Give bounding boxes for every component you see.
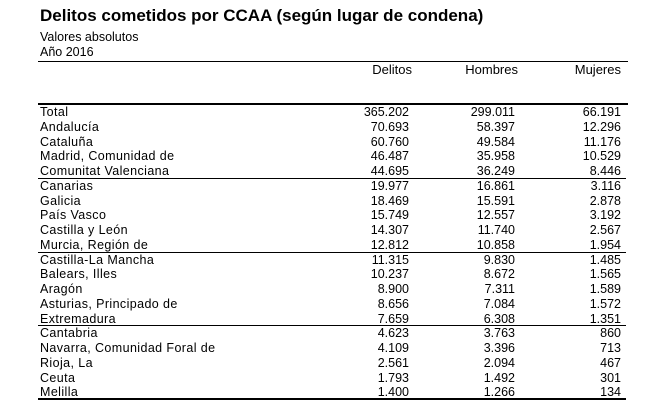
row-label: Madrid, Comunidad de: [40, 149, 175, 164]
row-label: Ceuta: [40, 370, 76, 385]
cell-mujeres: 1.572: [589, 296, 621, 311]
cell-delitos: 4.623: [377, 326, 409, 341]
cell-mujeres: 301: [600, 370, 621, 385]
units-subtitle: Valores absolutos: [40, 30, 139, 44]
cell-mujeres: 1.485: [589, 252, 621, 267]
cell-delitos: 2.561: [377, 355, 409, 370]
row-label: Aragón: [40, 282, 83, 296]
row-label: Castilla-La Mancha: [40, 252, 155, 267]
cell-mujeres: 12.296: [582, 119, 621, 134]
table-row: [40, 282, 626, 297]
row-label: Cataluña: [40, 134, 94, 149]
cell-delitos: 11.315: [371, 252, 409, 267]
cell-delitos: 14.307: [370, 223, 409, 237]
cell-hombres: 10.858: [476, 237, 515, 252]
cell-delitos: 1.793: [377, 370, 409, 385]
cell-mujeres: 66.191: [582, 105, 621, 119]
table-row: [40, 179, 626, 194]
cell-mujeres: 10.529: [582, 149, 621, 164]
cell-delitos: 44.695: [370, 164, 409, 178]
cell-mujeres: 1.565: [589, 267, 621, 282]
table-row: [40, 120, 626, 135]
column-header-hombres: Hombres: [465, 62, 518, 77]
cell-delitos: 10.237: [370, 267, 409, 282]
cell-delitos: 7.659: [377, 311, 409, 326]
cell-hombres: 58.397: [476, 119, 515, 134]
cell-delitos: 4.109: [377, 341, 409, 355]
row-label: Galicia: [40, 193, 82, 208]
table-row: [40, 371, 626, 386]
cell-hombres: 299.011: [470, 105, 515, 119]
cell-hombres: 3.763: [483, 326, 515, 341]
row-label: Extremadura: [40, 311, 116, 326]
cell-hombres: 3.396: [483, 341, 515, 355]
table-row: [40, 326, 626, 341]
row-label: Asturias, Principado de: [40, 296, 178, 311]
cell-delitos: 19.977: [370, 178, 409, 193]
row-label: País Vasco: [40, 208, 107, 223]
cell-mujeres: 1.954: [589, 237, 621, 252]
table-row: [40, 105, 626, 120]
table-row: [40, 312, 626, 327]
table-row: [40, 356, 626, 371]
cell-hombres: 7.084: [483, 296, 515, 311]
cell-hombres: 8.672: [483, 267, 515, 282]
table-row: [40, 238, 626, 253]
table-row: [40, 208, 626, 223]
row-label: Rioja, La: [40, 355, 93, 370]
cell-hombres: 1.266: [483, 385, 515, 400]
cell-hombres: 11.740: [477, 223, 515, 237]
cell-delitos: 8.900: [377, 282, 409, 296]
row-label: Andalucía: [40, 119, 100, 134]
table-row: [40, 253, 626, 268]
data-table: [40, 105, 626, 400]
table-row: [40, 164, 626, 179]
cell-mujeres: 8.446: [589, 164, 621, 178]
table-row: [40, 135, 626, 150]
cell-hombres: 6.308: [483, 311, 515, 326]
table-row: [40, 223, 626, 238]
cell-mujeres: 1.351: [589, 311, 621, 326]
row-label: Comunitat Valenciana: [40, 164, 170, 178]
cell-mujeres: 713: [600, 341, 621, 355]
row-label: Melilla: [40, 385, 79, 400]
cell-mujeres: 1.589: [589, 282, 621, 296]
cell-delitos: 8.656: [377, 296, 409, 311]
cell-hombres: 36.249: [476, 164, 515, 178]
row-label: Canarias: [40, 178, 94, 193]
cell-hombres: 35.958: [476, 149, 515, 164]
cell-delitos: 70.693: [370, 119, 409, 134]
row-label: Total: [40, 105, 69, 119]
cell-mujeres: 3.192: [589, 208, 621, 223]
cell-mujeres: 134: [600, 385, 621, 400]
table-row: [40, 267, 626, 282]
cell-delitos: 15.749: [370, 208, 409, 223]
cell-delitos: 46.487: [370, 149, 409, 164]
cell-mujeres: 2.878: [589, 193, 621, 208]
cell-hombres: 1.492: [483, 370, 515, 385]
year-subtitle: Año 2016: [40, 45, 94, 59]
table-row: [40, 385, 626, 400]
cell-delitos: 365.202: [363, 105, 409, 119]
cell-mujeres: 2.567: [589, 223, 621, 237]
row-label: Cantabria: [40, 326, 98, 341]
cell-hombres: 12.557: [476, 208, 515, 223]
table-row: [40, 194, 626, 209]
cell-delitos: 18.469: [370, 193, 409, 208]
table-row: [40, 149, 626, 164]
cell-hombres: 2.094: [483, 355, 515, 370]
cell-hombres: 9.830: [483, 252, 515, 267]
cell-mujeres: 467: [600, 355, 621, 370]
table-title: Delitos cometidos por CCAA (según lugar de condena): [40, 6, 484, 25]
cell-mujeres: 860: [600, 326, 621, 341]
cell-mujeres: 11.176: [583, 134, 621, 149]
column-header-mujeres: Mujeres: [574, 62, 621, 77]
cell-mujeres: 3.116: [590, 178, 621, 193]
cell-hombres: 7.311: [484, 282, 515, 296]
row-label: Castilla y León: [40, 223, 128, 237]
cell-hombres: 49.584: [476, 134, 515, 149]
cell-delitos: 60.760: [370, 134, 409, 149]
cell-delitos: 12.812: [370, 237, 409, 252]
row-label: Balears, Illes: [40, 267, 118, 282]
column-header-delitos: Delitos: [372, 62, 412, 77]
table-row: [40, 297, 626, 312]
cell-delitos: 1.400: [377, 385, 409, 400]
cell-hombres: 15.591: [476, 193, 515, 208]
cell-hombres: 16.861: [476, 178, 515, 193]
table-row: [40, 341, 626, 356]
row-label: Navarra, Comunidad Foral de: [40, 341, 216, 355]
row-label: Murcia, Región de: [40, 237, 149, 252]
